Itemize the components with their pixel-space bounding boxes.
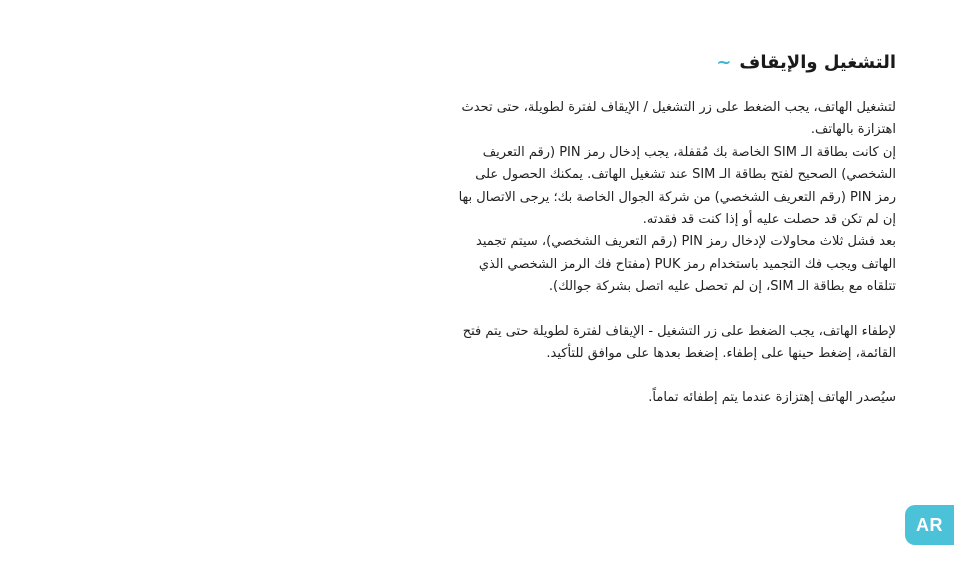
paragraph-spacer (456, 299, 896, 321)
tilde-bullet-icon: ~ (716, 52, 732, 73)
sim-pin-paragraph: إن كانت بطاقة الـ SIM الخاصة بك مُقفلة، يجب إدخال رمز PIN (رقم التعريف الشخصي) الصحيح لفتح بطاقة الـ SIM عند تشغيل الهاتف. يمكنك الحصول على رمز PIN (رقم التعريف الشخصي) من شركة الجوال الخاصة بك؛ يرجى الاتصال بها إن لم تكن قد حصلت عليه أو إذا كنت قد فقدته. (458, 144, 896, 228)
vibration-paragraph: سيُصدر الهاتف إهتزازة عندما يتم إطفائه تماماً. (648, 390, 896, 406)
power-off-paragraph: لإطفاء الهاتف، يجب الضغط على زر التشغيل - الإيقاف لفترة لطويلة حتى يتم فتح القائمة، إضغط حينها على إطفاء. إضغط بعدها على موافق للتأكيد. (462, 323, 896, 362)
language-tab-label: AR (916, 514, 943, 535)
power-section (456, 52, 896, 410)
puk-paragraph: بعد فشل ثلاث محاولات لإدخال رمز PIN (رقم التعريف الشخصي)، سيتم تجميد الهاتف ويجب فك التجميد باستخدام رمز PUK (مفتاح فك الرمز الشخصي الذي تتلقاه مع بطاقة الـ SIM، إن لم تحصل عليه اتصل بشركة جوالك). (476, 234, 896, 295)
section-heading (456, 52, 896, 73)
paragraph-spacer (456, 365, 896, 387)
power-on-paragraph: لتشغيل الهاتف، يجب الضغط على زر التشغيل / الإيقاف لفترة لطويلة، حتى تحدث اهتزازة بالهاتف. (461, 100, 896, 138)
language-tab[interactable] (905, 505, 954, 545)
section-title: التشغيل والإيقاف (739, 52, 896, 73)
